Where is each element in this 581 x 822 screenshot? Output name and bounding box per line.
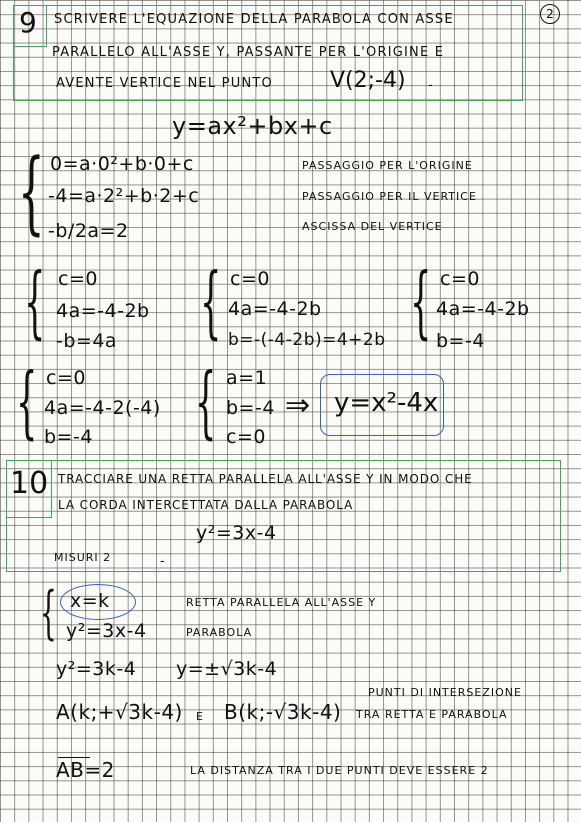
and-label: E [196,710,204,723]
system3-eq3: b=-(-4-2b)=4+2b [228,330,386,350]
system5-brace: { [16,357,38,448]
exercise-9-text-line1: SCRIVERE L'EQUAZIONE DELLA PARABOLA CON ASSE [54,12,454,27]
system4-eq1: c=0 [440,268,480,290]
ab-equation: AB=2 [56,758,115,782]
system5-eq2: 4a=-4-2(-4) [44,397,161,419]
system3-eq1: c=0 [230,268,270,290]
step-y-plusminus: y=±√3k-4 [176,658,278,680]
point-b: B(k;-√3k-4) [224,700,342,724]
ex10-system-brace: { [40,579,57,647]
points-note-line2: TRA RETTA E PARABOLA [356,708,508,721]
exercise-10-text-line4: MISURI 2 [54,551,112,564]
system2-brace: { [24,257,46,348]
system6-eq3: c=0 [226,426,266,448]
point-a: A(k;+√3k-4) [56,700,183,724]
system2-eq3: -b=4a [56,330,118,352]
system5-eq1: c=0 [46,367,86,389]
system1-eq2: -4=a·2²+b·2+c [48,185,200,207]
exercise-9-vertex: V(2;-4) [330,68,406,93]
system6-eq2: b=-4 [226,397,275,419]
exercise-9-text-line3: AVENTE VERTICE NEL PUNTO [56,76,273,91]
implies-arrow: ⇒ [285,388,311,423]
exercise-10-text-line1: TRACCIARE UNA RETTA PARALLELA ALL'ASSE Y IN MODO CHE [58,472,473,486]
ex10-note-line: RETTA PARALLELA ALL'ASSE Y [186,596,377,609]
system1-note3: ASCISSA DEL VERTICE [302,220,443,233]
ab-note: LA DISTANZA TRA I DUE PUNTI DEVE ESSERE 2 [190,764,489,777]
system1-note1: PASSAGGIO PER L'ORIGINE [302,159,473,172]
system6-eq1: a=1 [226,367,268,389]
result-equation: y=x²-4x [334,388,439,418]
system1-note2: PASSAGGIO PER IL VERTICE [302,190,477,203]
exercise-10-parabola: y²=3x-4 [196,522,277,544]
system1-eq1: 0=a·0²+b·0+c [50,153,194,175]
exercise-9-text-line2: PARALLELO ALL'ASSE Y, PASSANTE PER L'ORIGINE E [52,45,445,60]
system3-brace: { [200,257,222,348]
system2-eq2: 4a=-4-2b [56,300,150,322]
exercise-9-number: 9 [19,6,37,39]
ex10-system-eq2: y²=3x-4 [66,620,147,642]
exercise-10-number: 10 [10,466,49,501]
system5-eq3: b=-4 [44,426,93,448]
system3-eq2: 4a=-4-2b [228,298,322,320]
general-equation: y=ax²+bx+c [172,112,333,140]
exercise-9-trailing-dash: - [428,78,434,93]
ex10-note-parabola: PARABOLA [186,626,253,639]
points-note-line1: PUNTI DI INTERSEZIONE [368,686,522,699]
ex10-system-eq1: x=k [70,590,110,612]
system4-brace: { [410,257,432,348]
system1-brace: { [18,140,45,246]
system4-eq3: b=-4 [436,330,485,352]
system6-brace: { [195,357,217,448]
exercise-10-text-line2: LA CORDA INTERCETTATA DALLA PARABOLA [58,498,354,512]
system1-eq3: -b/2a=2 [48,220,129,242]
exercise-10-trailing-dash: - [160,554,166,569]
system2-eq1: c=0 [58,268,98,290]
system4-eq2: 4a=-4-2b [436,298,530,320]
step-y-squared: y²=3k-4 [56,658,137,680]
ab-overline [58,757,90,758]
page-number: 2 [540,4,560,24]
